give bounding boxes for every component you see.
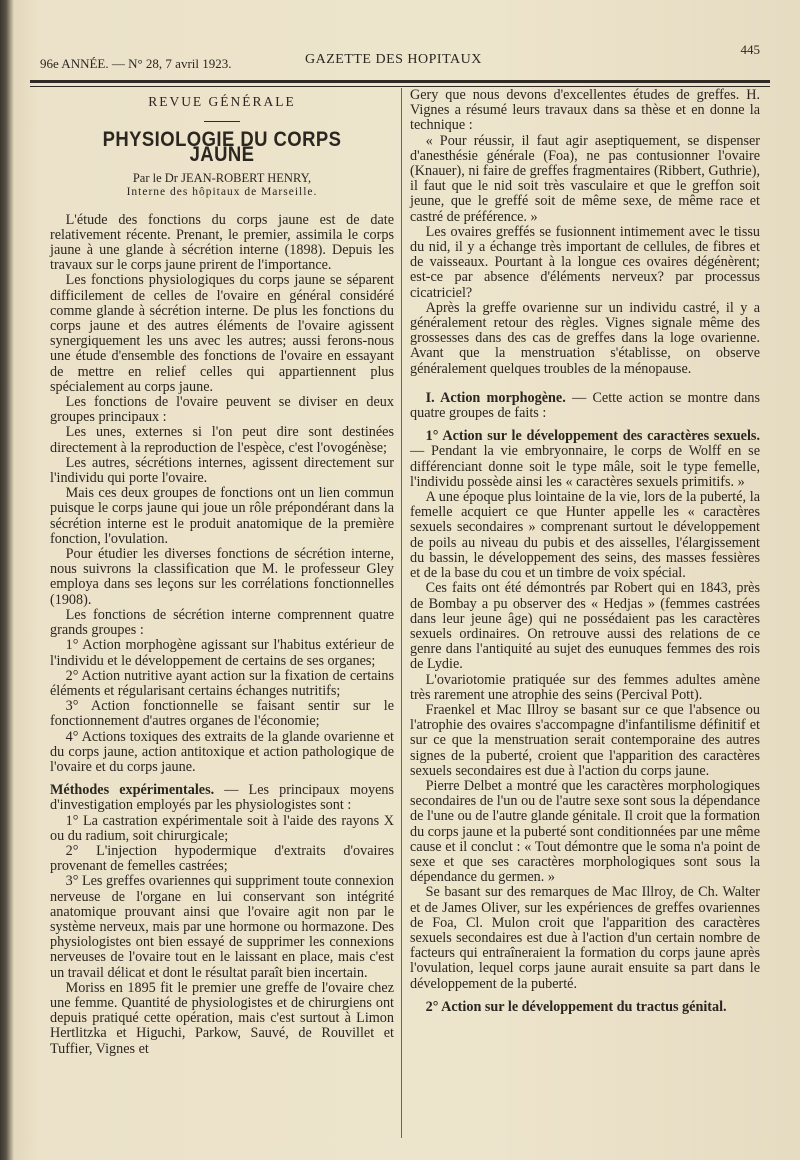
- list-item: 1° La castration expérimentale soit à l'aide des rayons X ou du radium, soit chirurgicale;: [50, 812, 394, 844]
- right-column: [410, 88, 760, 1015]
- methods-heading: Méthodes expérimentales.: [50, 782, 215, 799]
- methods-paragraph: [50, 783, 394, 813]
- quote: « Pour réussir, il faut agir aseptiquement, se dispenser d'anesthésie générale (Foa), ne pas contusionner l'ovaire (Knauer), ni faire de greffes fragmentaires (Ribbert, Guthrie), il faut que le nid soit très vasculaire et que le greffon soit jeune, que le greffé soit de même sexe, de même race et castré de préférence. »: [410, 132, 760, 225]
- list-item: 2° L'injection hypodermique d'extraits d'ovaires provenant de femelles castrées;: [50, 842, 394, 875]
- subsection-heading: 1° Action sur le développement des caractères sexuels.: [425, 428, 760, 445]
- paragraph: Les unes, externes si l'on peut dire sont destinées directement à la reproduction de l'espèce, c'est l'ovogénèse;: [50, 424, 394, 456]
- paragraph: Mais ces deux groupes de fonctions ont un lien commun puisque le corps jaune qui joue un rôle prépondérant dans la sécrétion interne est le produit anatomique de la première fonction, l'ovulation.: [50, 485, 394, 547]
- paragraph: Pierre Delbet a montré que les caractères morphologiques secondaires de l'un ou de l'autre sexe sont sous la dépendance de l'une ou de l'autre glande génitale. Il croit que la formation du corps jaune et la puberté sont conditionnées par une même cause et il conclut : « Tout démontre que le soma n'a point de sexe et que ses caractères morphologiques sont sous la dépendance du germen. »: [410, 777, 760, 886]
- page-header: [40, 42, 760, 76]
- affiliation: Interne des hôpitaux de Marseille.: [126, 185, 318, 198]
- paragraph: L'ovariotomie pratiquée sur des femmes adultes amène très rarement une atrophie des seins (Percival Pott).: [410, 671, 760, 703]
- paragraph: A une époque plus lointaine de la vie, lors de la puberté, la femelle acquiert ce que Hunter appelle les « caractères sexuels secondaires » comprenant surtout le développement de poils au niveau du pubis et des aisselles, l'élargissement du bassin, le développement des seins, des masses fessières et de la base du cou et un timbre de voix spécial.: [410, 489, 760, 582]
- subsection-heading: 2° Action sur le développement du tractus génital.: [425, 998, 727, 1015]
- paragraph: Se basant sur des remarques de Mac Illroy, de Ch. Walter et de James Oliver, sur les expériences de greffes ovariennes de Foa, Cl. Mulon croit que l'apparition des caractères sexuels secondaires est due à l'action d'un certain nombre de facteurs qui entraîneraient la formation du corps jaune après l'ovulation, lequel corps jaune aurait ensuite sa part dans le développement de la puberté.: [410, 884, 760, 992]
- methods-text: — Les principaux moyens d'investigation employés par les physiologistes sont :: [50, 782, 394, 814]
- journal-title: GAZETTE DES HOPITAUX: [305, 52, 482, 67]
- paragraph: Après la greffe ovarienne sur un individu castré, il y a généralement retour des règles. Vignes signale même des grossesses dans des cas de greffes dans la loge ovarienne. Avant que la menstruation s'établisse, on observe généralement quelques troubles de la ménopause.: [410, 299, 760, 377]
- paragraph: Ces faits ont été démontrés par Robert qui en 1843, près de Bombay a pu observer des « Hedjas » (femmes castrées dans leur jeune âge) qui ne possédaient pas les caractères sexuels ordinaires. On retrouve aussi des relations de ce genre dans l'antiquité au sujet des eunuques femmes des rois de Lydie.: [410, 580, 760, 673]
- title-rule: [204, 121, 240, 122]
- article-title: PHYSIOLOGIE DU CORPS JAUNE: [102, 128, 342, 167]
- paragraph: Les fonctions de sécrétion interne comprennent quatre grands groupes :: [50, 606, 394, 639]
- rubric: REVUE GÉNÉRALE: [148, 94, 296, 109]
- list-item: 3° Action fonctionnelle se faisant sentir sur le fonctionnement d'autres organes de l'économie;: [50, 698, 394, 730]
- subsection-text: — Pendant la vie embryonnaire, le corps de Wolff en se différenciant donne soit le type mâle, soit le type femelle, l'individu possède ainsi les « caractères sexuels primitifs. »: [410, 443, 760, 490]
- list-item: 4° Actions toxiques des extraits de la glande ovarienne et du corps jaune, action antitoxique et action pathologique de l'ovaire et du corps jaune.: [50, 728, 394, 775]
- page-number: 445: [740, 42, 760, 57]
- paragraph: Moriss en 1895 fit le premier une greffe de l'ovaire chez une femme. Quantité de physiologistes et de chirurgiens ont depuis pratiqué cette opération, mais c'est surtout à Limon Hertlitzka et Higuchi, Parkow, Sauvé, de Rouvillet et Tuffier, Vignes et: [50, 979, 394, 1057]
- column-divider: [401, 88, 402, 1138]
- issue-info: 96e ANNÉE. — N° 28, 7 avril 1923.: [40, 56, 232, 71]
- section-heading: I. Action morphogène.: [425, 389, 566, 406]
- subsection-paragraph: [410, 429, 760, 490]
- list-item: 1° Action morphogène agissant sur l'habitus extérieur de l'individu et le développement de certains de ses organes;: [50, 637, 394, 669]
- paragraph: Les fonctions physiologiques du corps jaune se séparent difficilement de celles de l'ovaire en général considéré comme glande à sécrétion interne. De plus les fonctions du corps jaune et des autres éléments de l'ovaire agissent synergiquement les uns avec les autres; aussi ferons-nous une étude d'ensemble des fonctions de l'ovaire en essayant de mettre en relief celles qui appartiennent plus spécialement au corps jaune.: [50, 272, 394, 395]
- paragraph: Les ovaires greffés se fusionnent intimement avec le tissu du nid, il y a échange très important de cellules, de fibres et de vaisseaux. Pourtant à la longue ces ovaires dégénèrent; est-ce par absence d'éléments nerveux? par processus cicatriciel?: [410, 223, 760, 301]
- paragraph: Fraenkel et Mac Illroy se basant sur ce que l'absence ou l'atrophie des ovaires s'accompagne d'infantilisme définitif et sur ce que la menstruation serait contemporaine des autres signes de la puberté, croient que l'apparition des caractères sexuels secondaires est due à l'action du corps jaune.: [410, 701, 760, 779]
- paragraph: Gery que nous devons d'excellentes études de greffes. H. Vignes a résumé leurs travaux dans sa thèse et en donne la technique :: [410, 87, 760, 134]
- header-rule-thick: [30, 80, 770, 83]
- byline: Par le Dr JEAN-ROBERT HENRY,: [132, 170, 312, 185]
- paragraph: Les fonctions de l'ovaire peuvent se diviser en deux groupes principaux :: [50, 394, 394, 426]
- left-column: [50, 90, 394, 1057]
- spacer: [410, 377, 760, 391]
- list-item: 3° Les greffes ovariennes qui suppriment toute connexion nerveuse de l'organe en lui conservant son intégrité anatomique prouvant ainsi que l'ovaire agit non par le système nerveux, mais par une hormone ou hormazone. Des physiologistes ont bien essayé de supprimer les connexions nerveuses de l'ovaire tout en le laissant en place, mais c'est un travail délicat et dont le résultat paraît bien incertain.: [50, 873, 394, 981]
- paragraph: Pour étudier les diverses fonctions de sécrétion interne, nous suivrons la classification que M. le professeur Gley employa dans ses leçons sur les corrélations fonctionnelles (1908).: [50, 546, 394, 608]
- paragraph: Les autres, sécrétions internes, agissent directement sur l'individu qui porte l'ovaire.: [50, 454, 394, 487]
- paragraph: L'étude des fonctions du corps jaune est de date relativement récente. Prenant, le premier, assimila le corps jaune à une glande à sécrétion interne (1898). Depuis les travaux sur le corps jaune prirent de l'importance.: [50, 211, 394, 274]
- section-paragraph: [410, 391, 760, 421]
- list-item: 2° Action nutritive ayant action sur la fixation de certains éléments et régularisant certains échanges nutritifs;: [50, 667, 394, 699]
- section-text: — Cette action se montre dans quatre groupes de faits :: [410, 389, 761, 422]
